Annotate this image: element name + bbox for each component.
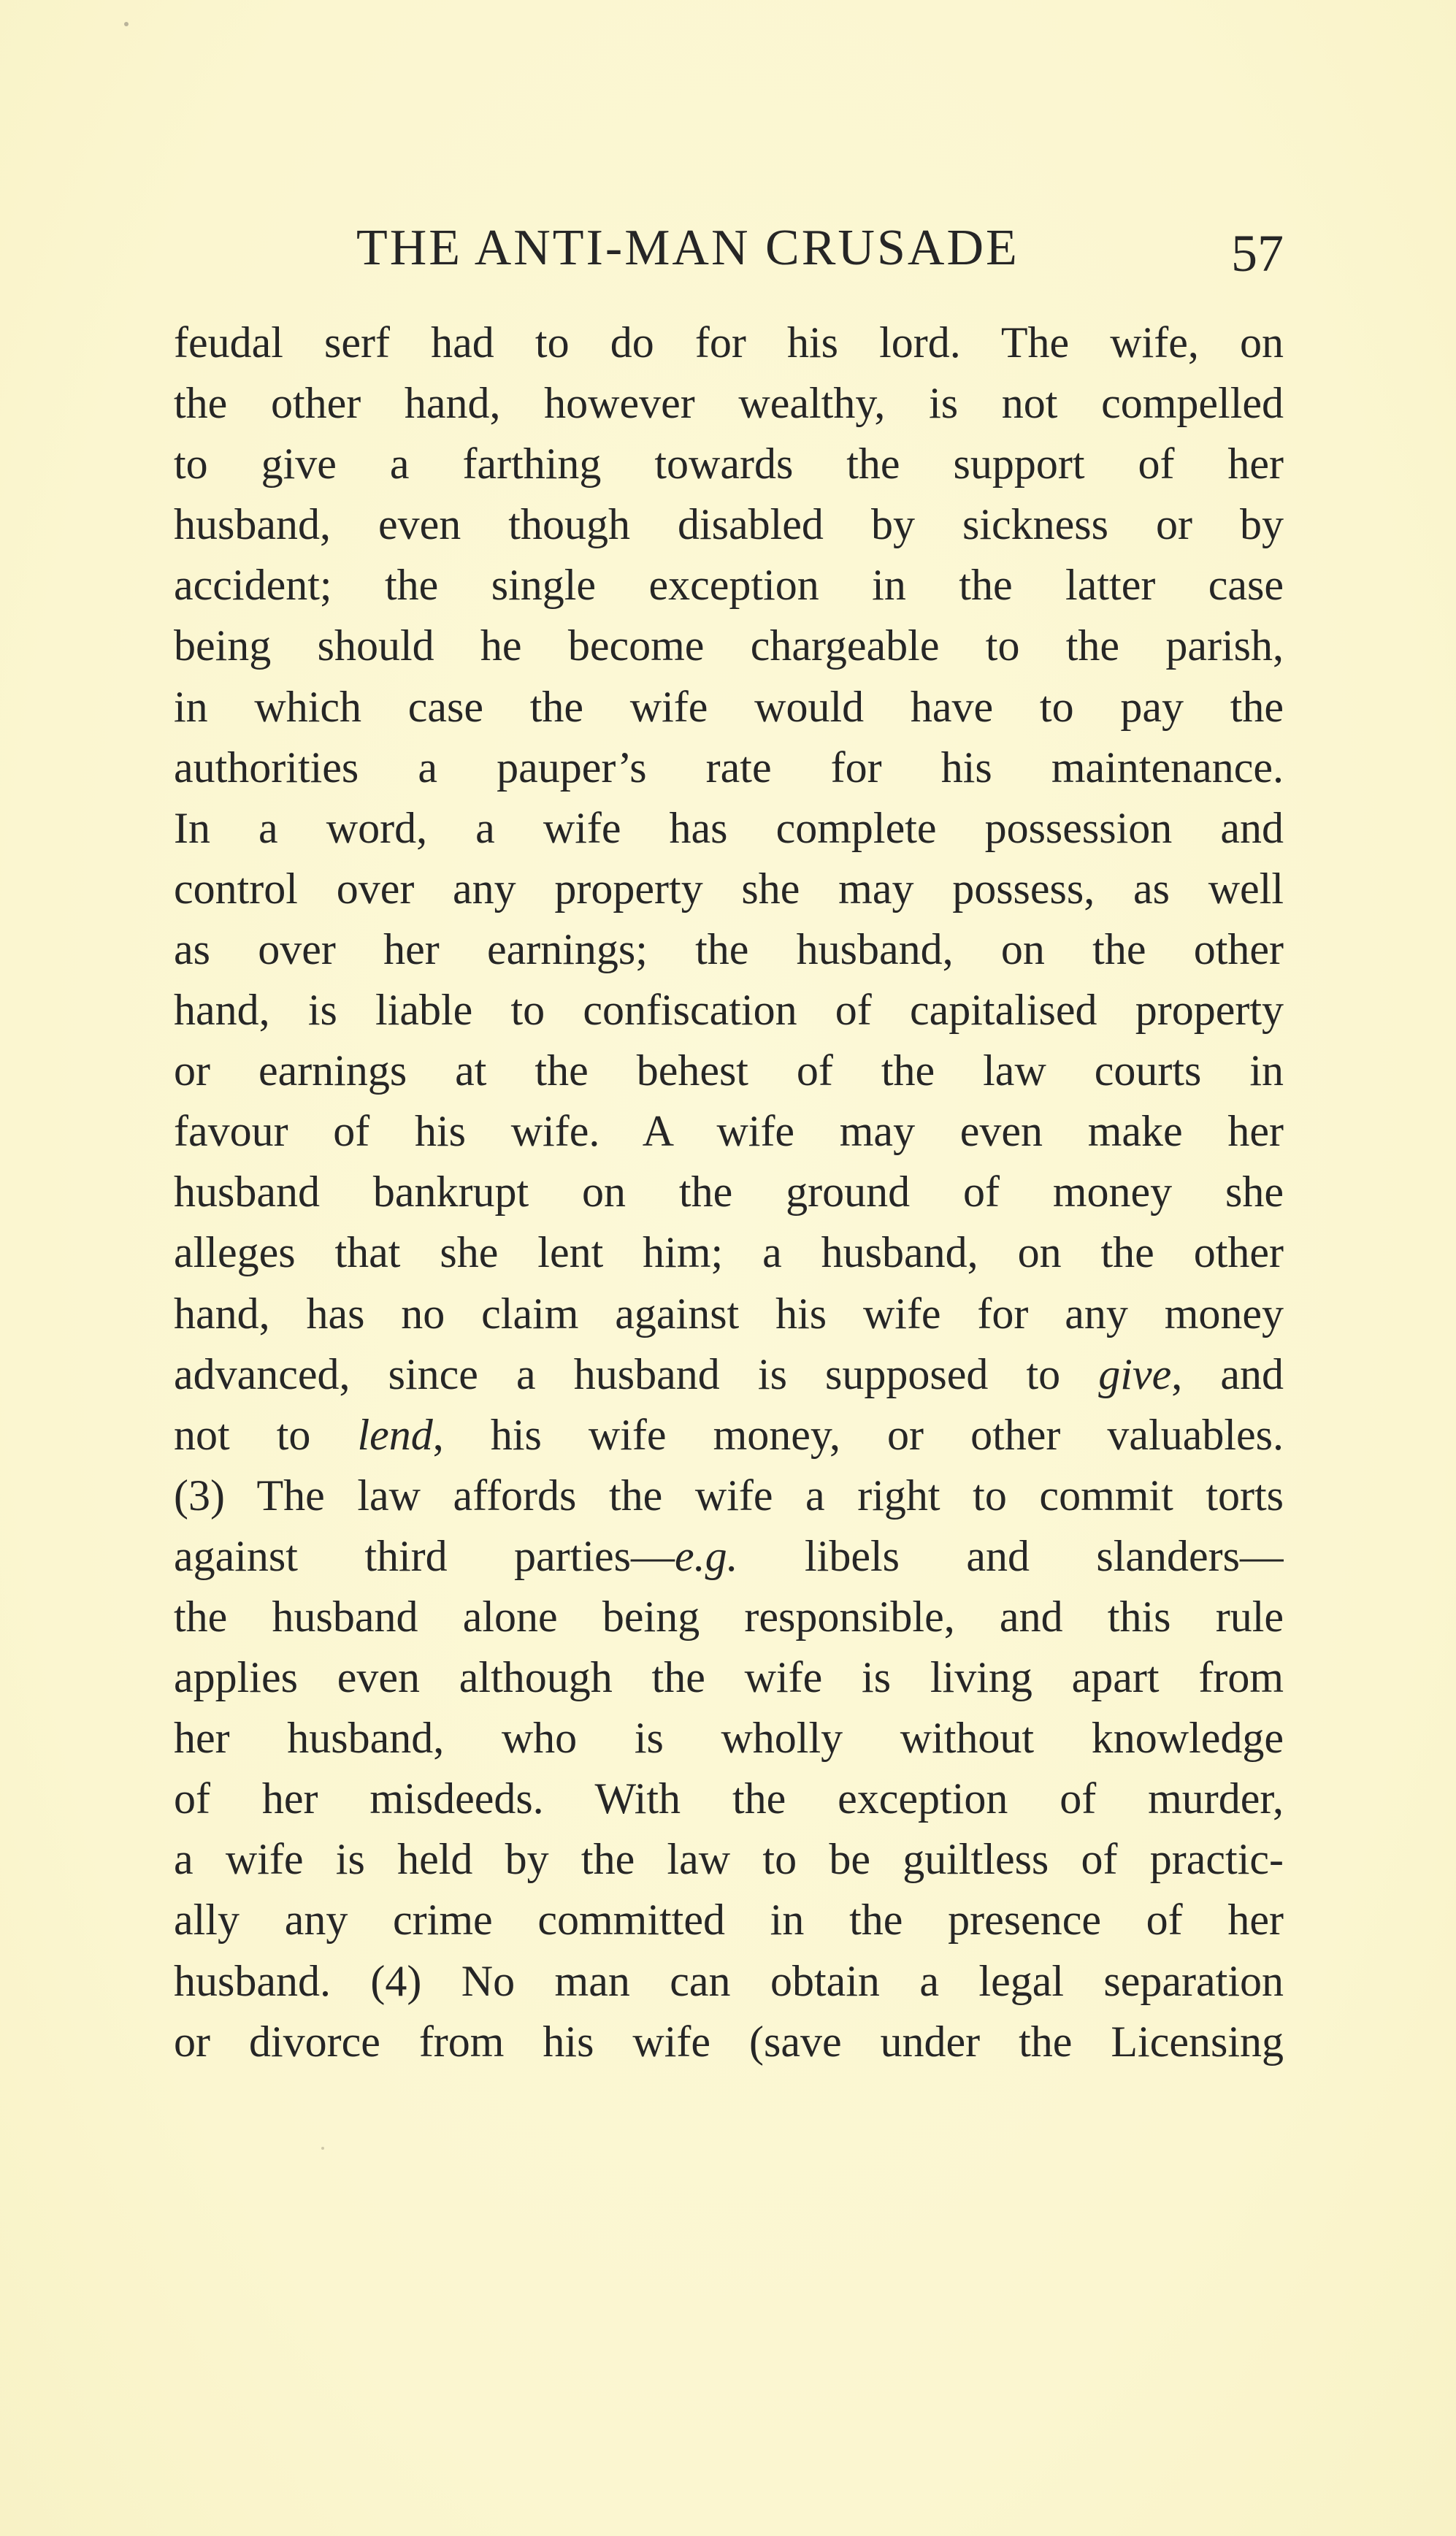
text-run: husband. (4) No man can obtain a legal separation bbox=[174, 1956, 1284, 2005]
text-run: advanced, since a husband is supposed to bbox=[174, 1349, 1099, 1398]
text-line bbox=[174, 1101, 1284, 1162]
text-run: feudal serf had to do for his lord. The wife, on bbox=[174, 318, 1284, 367]
text-line bbox=[174, 1890, 1284, 1950]
text-run: or divorce from his wife (save under the Licensing bbox=[174, 2017, 1284, 2066]
text-run: libels and slanders— bbox=[737, 1531, 1284, 1580]
text-line bbox=[174, 980, 1284, 1041]
text-run: , and bbox=[1171, 1349, 1284, 1398]
text-run: (3) The law affords the wife a right to commit torts bbox=[174, 1471, 1284, 1520]
text-line bbox=[174, 313, 1284, 373]
italic-text-run: give bbox=[1098, 1349, 1172, 1398]
text-line bbox=[174, 1041, 1284, 1101]
running-head bbox=[174, 219, 1284, 285]
text-run: alleges that she lent him; a husband, on the other bbox=[174, 1228, 1284, 1277]
text-run: accident; the single exception in the latter case bbox=[174, 561, 1284, 610]
text-run: or earnings at the behest of the law courts in bbox=[174, 1046, 1284, 1095]
running-title: THE ANTI-MAN CRUSADE bbox=[356, 220, 1019, 276]
text-line bbox=[174, 1587, 1284, 1647]
text-run: her husband, who is wholly without knowledge bbox=[174, 1714, 1284, 1763]
text-line bbox=[174, 859, 1284, 919]
text-run: husband, even though disabled by sickness or by bbox=[174, 500, 1284, 549]
text-line bbox=[174, 798, 1284, 859]
text-line bbox=[174, 1647, 1284, 1708]
text-line bbox=[174, 1708, 1284, 1769]
text-run: hand, is liable to confiscation of capitalised property bbox=[174, 986, 1284, 1035]
text-run: of her misdeeds. With the exception of murder, bbox=[174, 1774, 1284, 1823]
text-run: applies even although the wife is living apart from bbox=[174, 1653, 1284, 1702]
italic-text-run: e.g. bbox=[674, 1531, 738, 1580]
text-line bbox=[174, 434, 1284, 494]
text-run: authorities a pauper’s rate for his maintenance. bbox=[174, 743, 1284, 792]
text-run: In a word, a wife has complete possession and bbox=[174, 803, 1284, 852]
text-line bbox=[174, 738, 1284, 798]
text-line bbox=[174, 1162, 1284, 1222]
text-line bbox=[174, 2012, 1284, 2072]
text-line bbox=[174, 1405, 1284, 1466]
text-line bbox=[174, 1951, 1284, 2012]
text-line bbox=[174, 919, 1284, 980]
text-run: the husband alone being responsible, and this rule bbox=[174, 1592, 1284, 1641]
text-line bbox=[174, 1344, 1284, 1405]
text-run: a wife is held by the law to be guiltless of practic- bbox=[174, 1835, 1284, 1884]
text-run: to give a farthing towards the support of her bbox=[174, 440, 1284, 489]
text-line bbox=[174, 494, 1284, 555]
text-line bbox=[174, 555, 1284, 616]
text-line bbox=[174, 1284, 1284, 1344]
text-line bbox=[174, 373, 1284, 434]
text-line bbox=[174, 1222, 1284, 1283]
text-line bbox=[174, 1769, 1284, 1829]
text-line bbox=[174, 616, 1284, 676]
text-line bbox=[174, 1526, 1284, 1587]
italic-text-run: lend bbox=[357, 1410, 433, 1459]
text-run: favour of his wife. A wife may even make her bbox=[174, 1107, 1284, 1156]
text-line bbox=[174, 677, 1284, 738]
paper-speck bbox=[124, 22, 129, 26]
text-run: as over her earnings; the husband, on the other bbox=[174, 924, 1284, 973]
text-run: against third parties— bbox=[174, 1531, 675, 1580]
text-run: not to bbox=[174, 1410, 358, 1459]
text-run: hand, has no claim against his wife for any money bbox=[174, 1289, 1284, 1338]
page-number: 57 bbox=[1231, 224, 1284, 283]
text-run: husband bankrupt on the ground of money she bbox=[174, 1168, 1284, 1217]
body-text bbox=[174, 313, 1284, 2072]
text-run: in which case the wife would have to pay the bbox=[174, 682, 1284, 731]
text-line bbox=[174, 1829, 1284, 1890]
text-line bbox=[174, 1466, 1284, 1526]
text-run: the other hand, however wealthy, is not compelled bbox=[174, 379, 1284, 428]
text-run: , his wife money, or other valuables. bbox=[432, 1410, 1284, 1459]
text-run: control over any property she may possess, as well bbox=[174, 864, 1284, 913]
text-run: ally any crime committed in the presence of her bbox=[174, 1896, 1284, 1945]
text-run: being should he become chargeable to the parish, bbox=[174, 621, 1284, 670]
paper-speck bbox=[321, 2147, 324, 2150]
